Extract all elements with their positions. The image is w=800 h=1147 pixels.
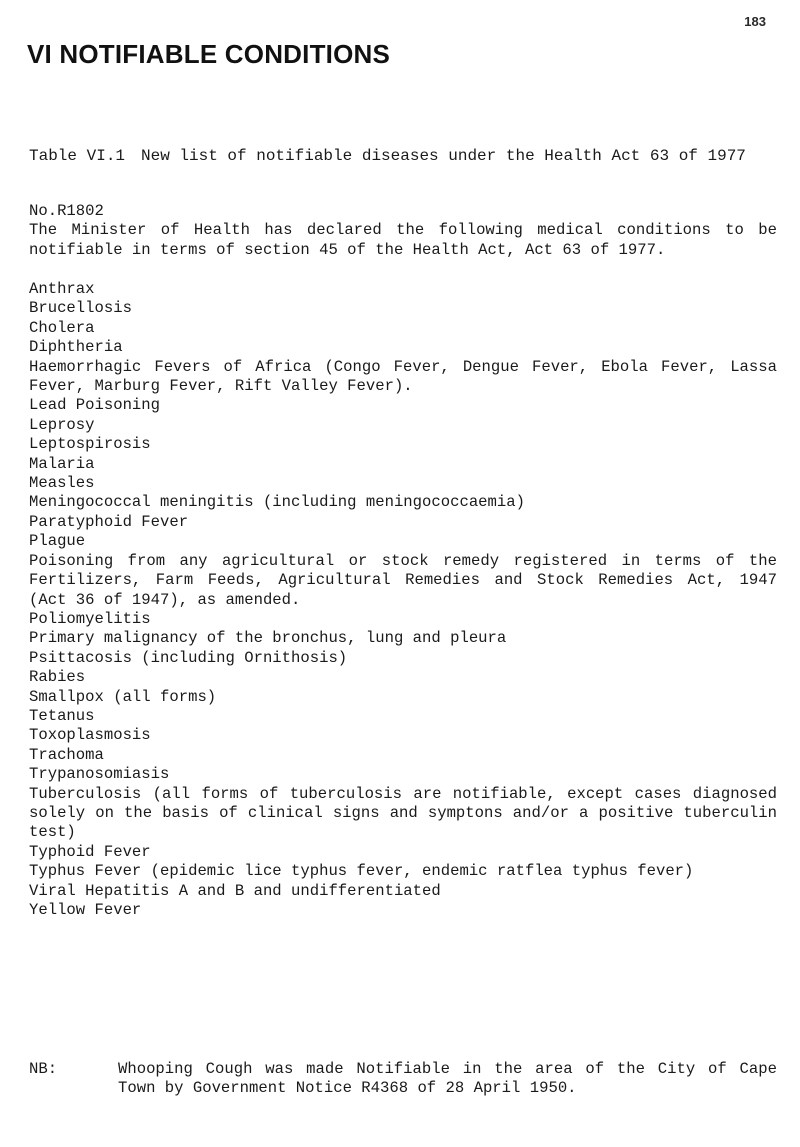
- note-text: Whooping Cough was made Notifiable in the area of the City of Cape Town by Government Notice R4368 of 28 April 1950.: [118, 1060, 777, 1098]
- condition-item: Viral Hepatitis A and B and undifferentiated: [29, 881, 441, 900]
- condition-item: Meningococcal meningitis (including meningococcaemia): [29, 493, 525, 512]
- condition-item: Measles: [29, 474, 95, 493]
- condition-item: Lead Poisoning: [29, 396, 161, 415]
- section-title: VI NOTIFIABLE CONDITIONS: [27, 39, 391, 69]
- condition-item: Tuberculosis (all forms of tuberculosis are notifiable, except cases diagnosed solely on the basis of clinical signs and symptons and/or a positive tuberculin test): [29, 784, 777, 842]
- condition-item: Trachoma: [29, 745, 104, 764]
- condition-item: Trypanosomiasis: [29, 765, 170, 784]
- condition-item: Diphtheria: [29, 338, 123, 357]
- condition-item: Haemorrhagic Fevers of Africa (Congo Fever, Dengue Fever, Ebola Fever, Lassa Fever, Marburg Fever, Rift Valley Fever).: [29, 357, 777, 396]
- notice-statement: The Minister of Health has declared the following medical conditions to be notifiable in terms of section 45 of the Health Act, Act 63 of 1977.: [29, 221, 777, 259]
- notice-reference: No.R1802: [29, 202, 104, 220]
- condition-item: Rabies: [29, 668, 86, 687]
- condition-item: Leprosy: [29, 415, 95, 434]
- table-number: Table VI.1: [29, 147, 126, 165]
- condition-item: Plague: [29, 532, 86, 551]
- condition-item: Toxoplasmosis: [29, 726, 151, 745]
- note-label: NB:: [29, 1060, 58, 1078]
- table-title: New list of notifiable diseases under the Health Act 63 of 1977: [141, 147, 746, 165]
- condition-item: Malaria: [29, 454, 95, 473]
- page-number: 183: [744, 14, 766, 29]
- condition-item: Poisoning from any agricultural or stock remedy registered in terms of the Fertilizers, Farm Feeds, Agricultural Remedies and Stock Remedies Act, 1947 (Act 36 of 1947), as amended.: [29, 551, 777, 609]
- notice-intro: [29, 202, 777, 260]
- condition-item: Tetanus: [29, 706, 95, 725]
- condition-item: Brucellosis: [29, 299, 132, 318]
- note-block: [29, 1060, 777, 1099]
- condition-item: Cholera: [29, 318, 95, 337]
- condition-item: Psittacosis (including Ornithosis): [29, 648, 348, 667]
- condition-item: Poliomyelitis: [29, 609, 151, 628]
- condition-item: Primary malignancy of the bronchus, lung and pleura: [29, 629, 507, 648]
- condition-item: Typhoid Fever: [29, 842, 151, 861]
- condition-item: Leptospirosis: [29, 435, 151, 454]
- condition-item: Yellow Fever: [29, 901, 142, 919]
- condition-item: Anthrax: [29, 280, 95, 298]
- notifiable-conditions-list: [29, 280, 777, 920]
- condition-item: Paratyphoid Fever: [29, 512, 189, 531]
- condition-item: Smallpox (all forms): [29, 687, 217, 706]
- condition-item: Typhus Fever (epidemic lice typhus fever, endemic ratflea typhus fever): [29, 862, 694, 881]
- table-caption: [29, 147, 789, 165]
